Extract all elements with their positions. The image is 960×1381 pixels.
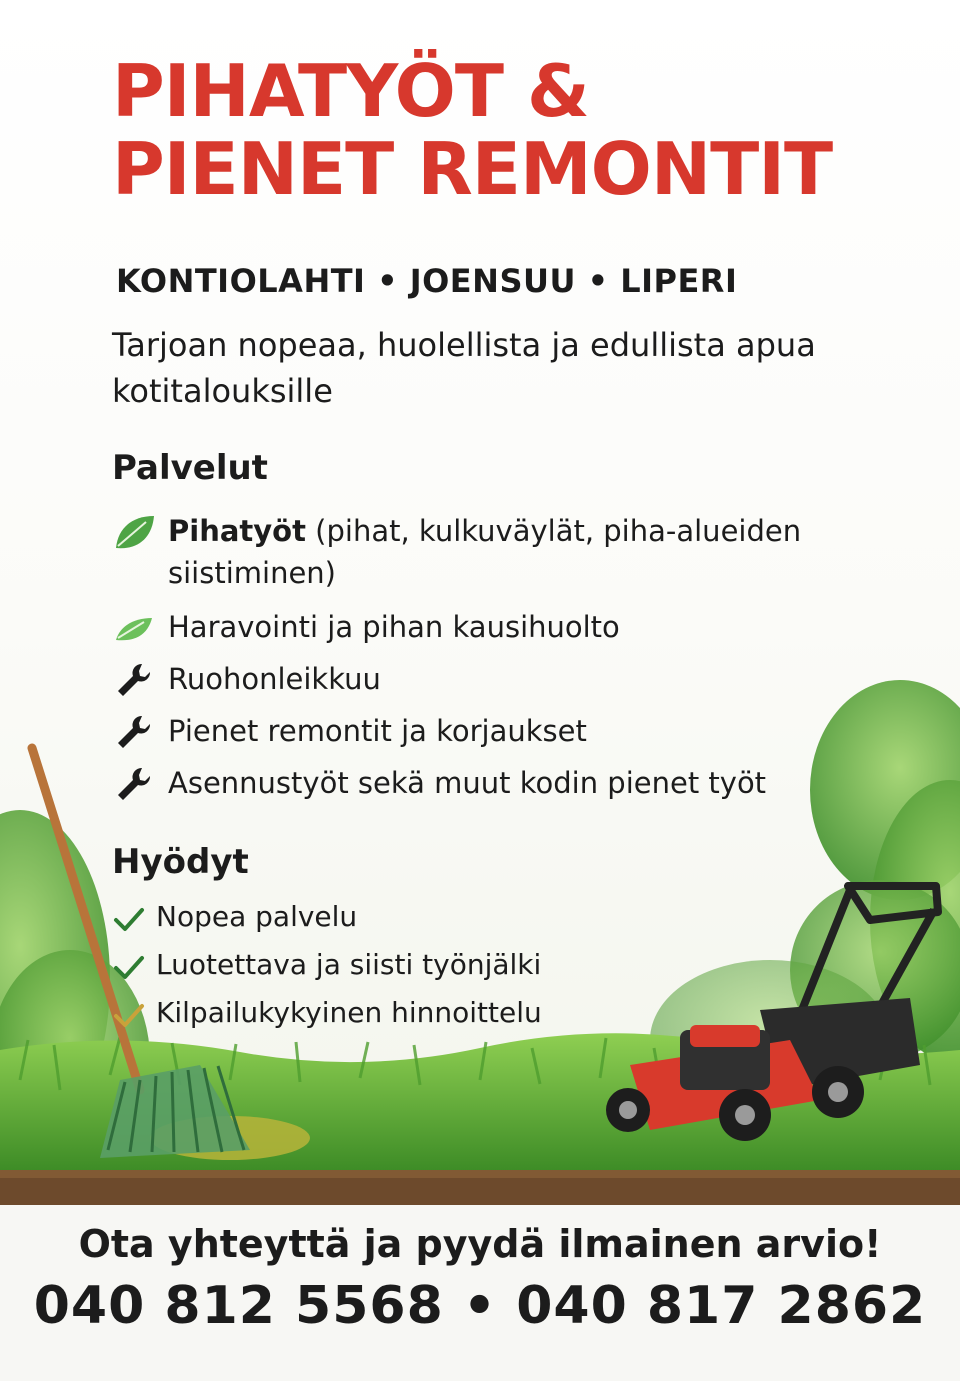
services-heading: Palvelut (112, 448, 268, 488)
leaf-icon (112, 512, 156, 552)
leaf-icon (112, 608, 156, 648)
title-line-2: PIENET REMONTIT (112, 127, 833, 211)
list-item (112, 992, 672, 1034)
intro-text: Tarjoan nopeaa, huolellista ja edullista apua kotitalouksille (112, 326, 816, 410)
title-line-1: PIHATYÖT & (112, 49, 589, 133)
benefits-heading: Hyödyt (112, 842, 249, 882)
check-icon (112, 998, 146, 1032)
benefit-text: Nopea palvelu (156, 900, 358, 933)
service-text: Pienet remontit ja korjaukset (168, 714, 587, 748)
benefit-text: Kilpailukykyinen hinnoittelu (156, 996, 542, 1029)
list-item (112, 658, 852, 700)
benefits-list (112, 896, 672, 1034)
service-text: (pihat, kulkuväylät, piha-alueiden siistiminen) (168, 514, 802, 590)
service-text: Asennustyöt sekä muut kodin pienet työt (168, 766, 767, 800)
service-bold: Pihatyöt (168, 514, 306, 548)
list-item (112, 896, 672, 938)
wrench-icon (112, 712, 156, 752)
benefit-text: Luotettava ja siisti työnjälki (156, 948, 542, 981)
phone-numbers: 040 812 5568 • 040 817 2862 (33, 1276, 927, 1336)
service-text: Haravointi ja pihan kausihuolto (168, 610, 620, 644)
list-item (112, 944, 672, 986)
wrench-icon (112, 660, 156, 700)
service-areas: KONTIOLAHTI • JOENSUU • LIPERI (116, 262, 738, 300)
list-item (112, 710, 852, 752)
services-list (112, 510, 852, 804)
wrench-icon (112, 764, 156, 804)
list-item (112, 510, 852, 594)
call-to-action: Ota yhteyttä ja pyydä ilmainen arvio! (78, 1222, 882, 1266)
service-text: Ruohonleikkuu (168, 662, 381, 696)
page-title (112, 49, 833, 211)
list-item (112, 762, 852, 804)
check-icon (112, 902, 146, 936)
list-item (112, 606, 852, 648)
check-icon (112, 950, 146, 984)
